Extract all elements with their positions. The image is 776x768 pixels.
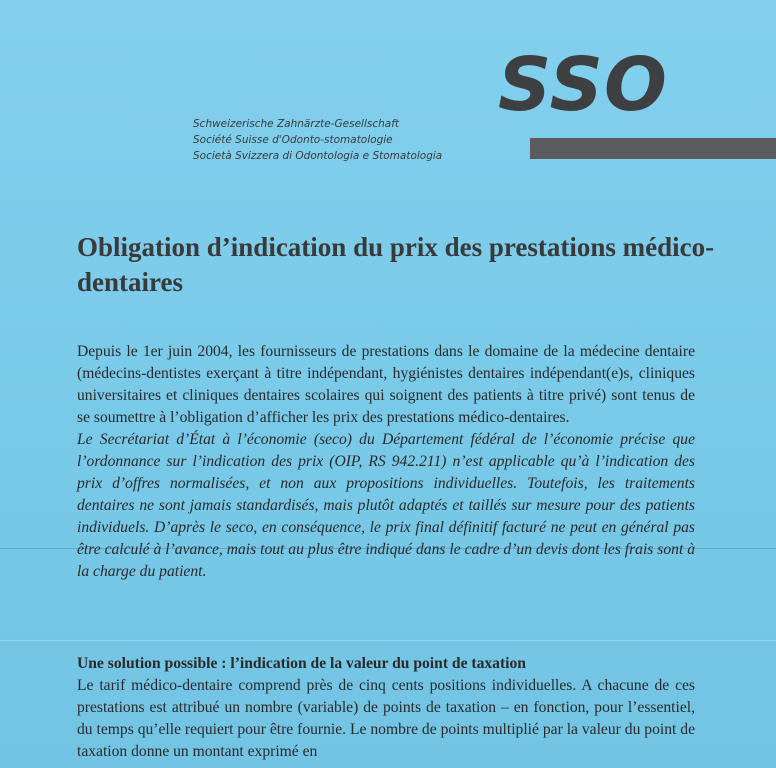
document-title: Obligation d’indication du prix des prestations médico-dentaires <box>77 232 715 297</box>
section-heading: Une solution possible : l’indication de la valeur du point de taxation <box>77 655 526 672</box>
paragraph: Depuis le 1er juin 2004, les fournisseurs de prestations dans le domaine de la médecine dentaire (médecins-dentistes exerçant à titre indépendant, hygiénistes dentaires indépendant(e)s, cliniques universitaires et cliniques dentaires scolaires qui soignent des patients à titre privé) sont tenus de se soumettre à l’obligation d’afficher les prix des prestations médico-dentaires. <box>77 343 695 426</box>
society-name-de: Schweizerische Zahnärzte-Gesellschaft <box>193 118 400 130</box>
paragraph-italic: Le Secrétariat d’État à l’économie (seco) du Département fédéral de l’économie précise que l’ordonnance sur l’indication des prix (OIP, RS 942.211) n’est applicable qu’à l’indication des prix d’offres normalisées, et non aux propositions individuelles. Toutefois, les traitements dentaires ne sont jamais standardisés, mais plutôt adaptés et taillés sur mesure pour des patients individuels. D’après le seco, en conséquence, le prix final définitif facturé ne peut en général pas être calculé à l’avance, mais tout au plus être indiqué dans le cadre d’un devis dont les frais sont à la charge du patient. <box>77 431 695 580</box>
society-name-fr: Société Suisse d'Odonto-stomatologie <box>193 134 393 146</box>
fold-crease <box>0 640 776 641</box>
sso-logo: SSO <box>498 42 668 128</box>
logo-bar <box>530 138 776 159</box>
society-names <box>193 116 442 164</box>
section-body <box>77 675 695 763</box>
document-body <box>77 341 695 583</box>
society-name-it: Società Svizzera di Odontologia e Stomatologia <box>193 150 443 162</box>
paragraph: Le tarif médico-dentaire comprend près de cinq cents positions individuelles. A chacune de ces prestations est attribué un nombre (variable) de points de taxation – en fonction, pour l’essentiel, du temps qu’elle requiert pour être fournie. Le nombre de points multiplié par la valeur du point de taxation donne un montant exprimé en <box>77 677 695 760</box>
